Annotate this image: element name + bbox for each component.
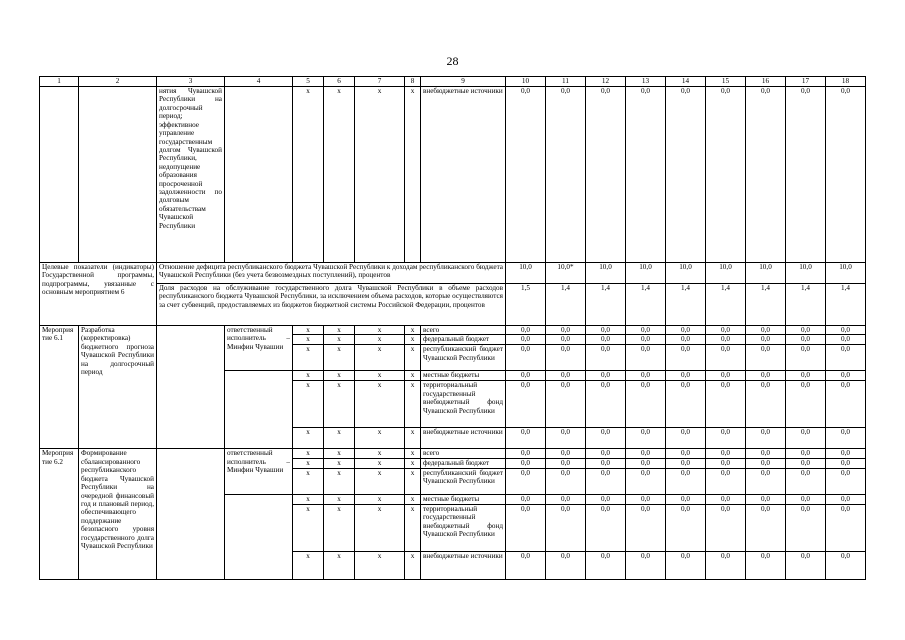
value-cell: 0,0 xyxy=(586,345,626,371)
value-cell: 0,0 xyxy=(746,504,786,551)
value-cell: 10,0 xyxy=(626,263,666,284)
value-cell: 0,0 xyxy=(746,458,786,468)
x-mark-cell: x xyxy=(324,381,355,428)
value-cell: 0,0 xyxy=(706,428,746,449)
source-cell: местные бюджеты xyxy=(421,371,506,381)
value-cell: 0,0 xyxy=(746,381,786,428)
value-cell: 0,0 xyxy=(666,381,706,428)
x-mark-cell: x xyxy=(293,449,324,458)
x-mark-cell: x xyxy=(405,345,421,371)
value-cell: 0,0 xyxy=(706,504,746,551)
value-cell: 0,0 xyxy=(786,504,826,551)
value-cell: 0,0 xyxy=(746,335,786,345)
x-mark-cell: x xyxy=(355,345,405,371)
column-number: 16 xyxy=(746,77,786,87)
value-cell: 0,0 xyxy=(626,468,666,494)
value-cell: 0,0 xyxy=(666,87,706,263)
empty-cell xyxy=(225,87,293,263)
x-mark-cell: x xyxy=(405,371,421,381)
x-mark-cell: x xyxy=(405,468,421,494)
x-mark-cell: x xyxy=(355,335,405,345)
x-mark-cell: x xyxy=(324,504,355,551)
x-mark-cell: x xyxy=(355,87,405,263)
value-cell: 0,0 xyxy=(506,381,546,428)
value-cell: 0,0 xyxy=(706,87,746,263)
value-cell: 0,0 xyxy=(506,345,546,371)
source-cell: республиканский бюджет Чувашской Республики xyxy=(421,468,506,494)
value-cell: 0,0 xyxy=(826,335,866,345)
value-cell: 0,0 xyxy=(626,494,666,504)
value-cell: 0,0 xyxy=(546,468,586,494)
table-row xyxy=(40,87,866,263)
value-cell: 10,0 xyxy=(786,263,826,284)
x-mark-cell: x xyxy=(293,326,324,335)
source-cell: внебюджетные источники xyxy=(421,428,506,449)
source-cell: республиканский бюджет Чувашской Республики xyxy=(421,345,506,371)
value-cell: 0,0 xyxy=(626,335,666,345)
x-mark-cell: x xyxy=(355,371,405,381)
x-mark-cell: x xyxy=(405,449,421,458)
x-mark-cell: x xyxy=(293,381,324,428)
column-number: 9 xyxy=(421,77,506,87)
value-cell: 0,0 xyxy=(706,458,746,468)
value-cell: 0,0 xyxy=(546,504,586,551)
column-number: 14 xyxy=(666,77,706,87)
value-cell: 0,0 xyxy=(746,468,786,494)
value-cell: 0,0 xyxy=(706,449,746,458)
value-cell: 0,0 xyxy=(506,551,546,579)
x-mark-cell: x xyxy=(324,551,355,579)
value-cell: 0,0 xyxy=(746,428,786,449)
x-mark-cell: x xyxy=(355,458,405,468)
column-number: 1 xyxy=(40,77,79,87)
x-mark-cell: x xyxy=(293,551,324,579)
value-cell: 0,0 xyxy=(546,326,586,335)
value-cell: 0,0 xyxy=(626,345,666,371)
x-mark-cell: x xyxy=(355,551,405,579)
x-mark-cell: x xyxy=(293,428,324,449)
x-mark-cell: x xyxy=(324,494,355,504)
table-row xyxy=(40,263,866,284)
value-cell: 0,0 xyxy=(746,371,786,381)
value-cell: 0,0 xyxy=(586,449,626,458)
value-cell: 0,0 xyxy=(586,551,626,579)
x-mark-cell: x xyxy=(324,371,355,381)
value-cell: 0,0 xyxy=(746,551,786,579)
value-cell: 0,0 xyxy=(666,428,706,449)
value-cell: 1,4 xyxy=(546,284,586,326)
value-cell: 0,0 xyxy=(786,381,826,428)
source-cell: местные бюджеты xyxy=(421,494,506,504)
measure-description: Разработка (корректировка) бюджетного прогноза Чувашской Республики на долгосрочный период xyxy=(79,326,157,449)
value-cell: 0,0 xyxy=(826,345,866,371)
value-cell: 0,0 xyxy=(746,326,786,335)
value-cell: 0,0 xyxy=(546,335,586,345)
value-cell: 0,0 xyxy=(586,335,626,345)
value-cell: 0,0 xyxy=(626,371,666,381)
value-cell: 0,0 xyxy=(786,458,826,468)
value-cell: 0,0 xyxy=(626,381,666,428)
table-row xyxy=(40,284,866,326)
measure-description: Формирование сбалансированного республиканского бюджета Чувашской Республики на очередной финансовый год и плановый период, обеспечивающего поддержание безопасного уровня государственного долга Чувашской Республики xyxy=(79,449,157,579)
value-cell: 0,0 xyxy=(586,87,626,263)
value-cell: 0,0 xyxy=(706,345,746,371)
value-cell: 0,0 xyxy=(506,428,546,449)
value-cell: 0,0 xyxy=(586,494,626,504)
value-cell: 0,0 xyxy=(626,449,666,458)
column-number: 18 xyxy=(826,77,866,87)
value-cell: 0,0 xyxy=(546,87,586,263)
value-cell: 0,0 xyxy=(826,468,866,494)
value-cell: 10,0 xyxy=(706,263,746,284)
value-cell: 0,0 xyxy=(626,326,666,335)
empty-cell xyxy=(79,87,157,263)
value-cell: 0,0 xyxy=(626,504,666,551)
table-row xyxy=(40,449,866,458)
x-mark-cell: x xyxy=(324,87,355,263)
value-cell: 0,0 xyxy=(706,551,746,579)
value-cell: 0,0 xyxy=(546,381,586,428)
column-number: 15 xyxy=(706,77,746,87)
x-mark-cell: x xyxy=(324,468,355,494)
empty-cell xyxy=(157,449,225,579)
x-mark-cell: x xyxy=(405,494,421,504)
column-number: 4 xyxy=(225,77,293,87)
value-cell: 0,0 xyxy=(546,551,586,579)
value-cell: 0,0 xyxy=(546,371,586,381)
value-cell: 10,0 xyxy=(746,263,786,284)
indicator-text: Отношение дефицита республиканского бюджета Чувашской Республики к доходам республиканского бюджета Чувашской Республики (без учета безвозмездных поступлений), процентов xyxy=(157,263,506,284)
column-number: 2 xyxy=(79,77,157,87)
value-cell: 10,0 xyxy=(826,263,866,284)
source-cell: федеральный бюджет xyxy=(421,458,506,468)
value-cell: 0,0 xyxy=(506,371,546,381)
value-cell: 0,0 xyxy=(706,326,746,335)
responsible-cell: ответственный исполнитель – Минфин Чувашии xyxy=(225,326,293,371)
value-cell: 0,0 xyxy=(786,326,826,335)
empty-cell xyxy=(40,87,79,263)
value-cell: 0,0 xyxy=(546,345,586,371)
value-cell: 0,0 xyxy=(506,494,546,504)
value-cell: 1,4 xyxy=(666,284,706,326)
x-mark-cell: x xyxy=(293,335,324,345)
value-cell: 0,0 xyxy=(586,458,626,468)
value-cell: 0,0 xyxy=(546,458,586,468)
value-cell: 1,4 xyxy=(826,284,866,326)
column-number: 6 xyxy=(324,77,355,87)
x-mark-cell: x xyxy=(355,449,405,458)
responsible-cell: ответственный исполнитель – Минфин Чувашии xyxy=(225,449,293,494)
empty-cell xyxy=(225,494,293,579)
value-cell: 0,0 xyxy=(546,449,586,458)
table-row xyxy=(40,326,866,335)
source-cell: федеральный бюджет xyxy=(421,335,506,345)
value-cell: 0,0 xyxy=(506,326,546,335)
x-mark-cell: x xyxy=(324,449,355,458)
value-cell: 0,0 xyxy=(706,371,746,381)
value-cell: 0,0 xyxy=(666,468,706,494)
value-cell: 0,0 xyxy=(786,468,826,494)
value-cell: 0,0 xyxy=(666,345,706,371)
x-mark-cell: x xyxy=(324,428,355,449)
value-cell: 0,0 xyxy=(826,381,866,428)
x-mark-cell: x xyxy=(355,326,405,335)
value-cell: 0,0 xyxy=(786,494,826,504)
column-number: 8 xyxy=(405,77,421,87)
x-mark-cell: x xyxy=(355,428,405,449)
value-cell: 0,0 xyxy=(546,494,586,504)
x-mark-cell: x xyxy=(324,335,355,345)
x-mark-cell: x xyxy=(293,494,324,504)
x-mark-cell: x xyxy=(405,428,421,449)
value-cell: 1,4 xyxy=(626,284,666,326)
value-cell: 0,0 xyxy=(506,87,546,263)
value-cell: 0,0 xyxy=(706,335,746,345)
x-mark-cell: x xyxy=(324,326,355,335)
value-cell: 0,0 xyxy=(786,551,826,579)
x-mark-cell: x xyxy=(405,326,421,335)
value-cell: 0,0 xyxy=(666,371,706,381)
value-cell: 0,0 xyxy=(666,494,706,504)
value-cell: 0,0 xyxy=(826,326,866,335)
x-mark-cell: x xyxy=(293,371,324,381)
x-mark-cell: x xyxy=(324,345,355,371)
value-cell: 0,0 xyxy=(706,468,746,494)
header-row xyxy=(40,77,866,87)
value-cell: 0,0 xyxy=(746,449,786,458)
value-cell: 10,0 xyxy=(666,263,706,284)
value-cell: 10,0 xyxy=(586,263,626,284)
column-number: 5 xyxy=(293,77,324,87)
value-cell: 0,0 xyxy=(506,504,546,551)
budget-table xyxy=(39,76,866,580)
x-mark-cell: x xyxy=(405,458,421,468)
source-cell: территориальный государственный внебюджетный фонд Чувашской Республики xyxy=(421,381,506,428)
indicator-text: Доля расходов на обслуживание государственного долга Чувашской Республики в объеме расходов республиканского бюджета Чувашской Республики, за исключением объема расходов, которые осуществляются за счет субвенций, предоставляемых из бюджетов бюджетной системы Российской Федерации, процентов xyxy=(157,284,506,326)
value-cell: 0,0 xyxy=(706,494,746,504)
empty-cell xyxy=(225,371,293,449)
value-cell: 0,0 xyxy=(746,87,786,263)
x-mark-cell: x xyxy=(293,87,324,263)
value-cell: 0,0 xyxy=(506,335,546,345)
value-cell: 0,0 xyxy=(666,449,706,458)
value-cell: 0,0 xyxy=(666,335,706,345)
value-cell: 1,5 xyxy=(506,284,546,326)
x-mark-cell: x xyxy=(405,551,421,579)
value-cell: 10,0* xyxy=(546,263,586,284)
x-mark-cell: x xyxy=(355,381,405,428)
empty-cell xyxy=(157,326,225,449)
x-mark-cell: x xyxy=(324,458,355,468)
source-cell: всего xyxy=(421,326,506,335)
page-number: 28 xyxy=(446,54,459,68)
value-cell: 0,0 xyxy=(506,449,546,458)
value-cell: 0,0 xyxy=(786,87,826,263)
value-cell: 0,0 xyxy=(786,345,826,371)
source-cell: территориальный государственный внебюджетный фонд Чувашской Республики xyxy=(421,504,506,551)
source-cell: всего xyxy=(421,449,506,458)
x-mark-cell: x xyxy=(355,468,405,494)
x-mark-cell: x xyxy=(293,458,324,468)
value-cell: 0,0 xyxy=(706,381,746,428)
measure-label: Мероприятие 6.1 xyxy=(40,326,79,449)
column-number: 3 xyxy=(157,77,225,87)
source-cell: внебюджетные источники xyxy=(421,87,506,263)
value-cell: 0,0 xyxy=(826,371,866,381)
value-cell: 0,0 xyxy=(626,551,666,579)
column-number: 13 xyxy=(626,77,666,87)
value-cell: 0,0 xyxy=(626,458,666,468)
value-cell: 0,0 xyxy=(786,428,826,449)
value-cell: 0,0 xyxy=(826,449,866,458)
value-cell: 0,0 xyxy=(826,458,866,468)
value-cell: 0,0 xyxy=(786,371,826,381)
value-cell: 0,0 xyxy=(506,468,546,494)
value-cell: 0,0 xyxy=(746,494,786,504)
column-number: 10 xyxy=(506,77,546,87)
value-cell: 0,0 xyxy=(506,458,546,468)
x-mark-cell: x xyxy=(405,381,421,428)
value-cell: 1,4 xyxy=(586,284,626,326)
value-cell: 0,0 xyxy=(586,428,626,449)
value-cell: 0,0 xyxy=(826,428,866,449)
value-cell: 0,0 xyxy=(666,326,706,335)
value-cell: 10,0 xyxy=(506,263,546,284)
x-mark-cell: x xyxy=(293,504,324,551)
source-cell: внебюджетные источники xyxy=(421,551,506,579)
x-mark-cell: x xyxy=(405,504,421,551)
value-cell: 0,0 xyxy=(826,504,866,551)
column-number: 17 xyxy=(786,77,826,87)
value-cell: 0,0 xyxy=(786,449,826,458)
value-cell: 0,0 xyxy=(586,371,626,381)
value-cell: 0,0 xyxy=(826,551,866,579)
column-number: 12 xyxy=(586,77,626,87)
value-cell: 0,0 xyxy=(826,494,866,504)
value-cell: 0,0 xyxy=(666,458,706,468)
column-number: 7 xyxy=(355,77,405,87)
x-mark-cell: x xyxy=(405,335,421,345)
value-cell: 0,0 xyxy=(586,381,626,428)
value-cell: 1,4 xyxy=(746,284,786,326)
value-cell: 1,4 xyxy=(706,284,746,326)
value-cell: 0,0 xyxy=(586,468,626,494)
value-cell: 0,0 xyxy=(586,504,626,551)
indicators-label: Целевые показатели (индикаторы) Государственной программы, подпрограммы, увязанные с основным мероприятием 6 xyxy=(40,263,157,326)
column-number: 11 xyxy=(546,77,586,87)
value-cell: 0,0 xyxy=(626,428,666,449)
value-cell: 1,4 xyxy=(786,284,826,326)
value-cell: 0,0 xyxy=(786,335,826,345)
x-mark-cell: x xyxy=(355,494,405,504)
x-mark-cell: x xyxy=(405,87,421,263)
value-cell: 0,0 xyxy=(666,551,706,579)
goal-text-cell: нятия Чувашской Республики на долгосрочный период; эффективное управление государственным долгом Чувашской Республики, недопущение образования просроченной задолженности по долговым обязательствам Чувашской Республики xyxy=(157,87,225,263)
value-cell: 0,0 xyxy=(626,87,666,263)
value-cell: 0,0 xyxy=(586,326,626,335)
value-cell: 0,0 xyxy=(746,345,786,371)
x-mark-cell: x xyxy=(355,504,405,551)
measure-label: Мероприятие 6.2 xyxy=(40,449,79,579)
value-cell: 0,0 xyxy=(546,428,586,449)
x-mark-cell: x xyxy=(293,345,324,371)
x-mark-cell: x xyxy=(293,468,324,494)
value-cell: 0,0 xyxy=(826,87,866,263)
value-cell: 0,0 xyxy=(666,504,706,551)
